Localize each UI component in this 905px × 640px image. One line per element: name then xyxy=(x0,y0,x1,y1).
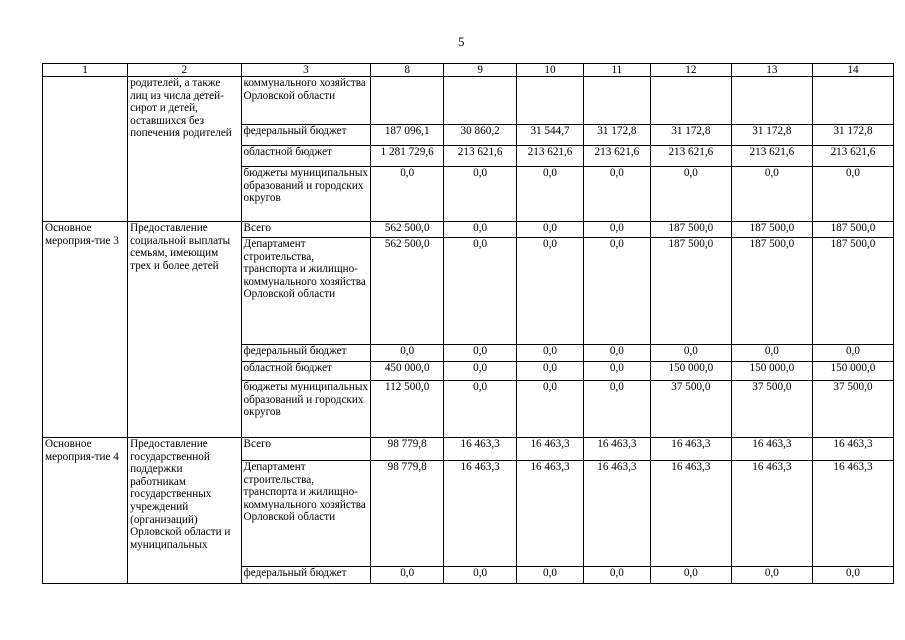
value-cell xyxy=(517,77,584,125)
funding-source-cell: федеральный бюджет xyxy=(241,567,371,584)
header-row xyxy=(43,64,894,77)
value-cell: 31 544,7 xyxy=(517,125,584,146)
value-cell: 16 463,3 xyxy=(517,438,584,461)
value-cell: 0,0 xyxy=(812,167,893,222)
column-header: 2 xyxy=(128,64,241,77)
page-number: 5 xyxy=(458,34,465,49)
value-cell: 16 463,3 xyxy=(731,438,812,461)
value-cell: 0,0 xyxy=(371,345,444,362)
funding-source-cell: коммунального хозяйства Орловской области xyxy=(241,77,371,125)
value-cell: 0,0 xyxy=(731,167,812,222)
value-cell xyxy=(650,77,731,125)
value-cell: 187 500,0 xyxy=(731,238,812,345)
value-cell: 150 000,0 xyxy=(731,362,812,381)
description-cell: Предоставление государственной поддержки работникам государственных учреждений (организаций) Орловской области и муниципальных xyxy=(128,438,241,584)
value-cell: 0,0 xyxy=(812,345,893,362)
value-cell xyxy=(812,77,893,125)
value-cell xyxy=(371,77,444,125)
funding-source-cell: федеральный бюджет xyxy=(241,125,371,146)
funding-source-cell: Всего xyxy=(241,438,371,461)
value-cell: 0,0 xyxy=(650,345,731,362)
event-cell: Основное мероприя-тие 3 xyxy=(43,222,128,438)
budget-table xyxy=(42,63,894,584)
value-cell: 0,0 xyxy=(731,345,812,362)
value-cell xyxy=(444,77,517,125)
value-cell: 187 500,0 xyxy=(650,238,731,345)
value-cell: 0,0 xyxy=(812,567,893,584)
value-cell: 1 281 729,6 xyxy=(371,146,444,167)
value-cell: 562 500,0 xyxy=(371,222,444,238)
column-header: 13 xyxy=(731,64,812,77)
value-cell: 0,0 xyxy=(517,345,584,362)
value-cell: 0,0 xyxy=(583,381,650,438)
value-cell: 0,0 xyxy=(583,222,650,238)
value-cell: 16 463,3 xyxy=(650,438,731,461)
value-cell: 213 621,6 xyxy=(731,146,812,167)
value-cell: 213 621,6 xyxy=(812,146,893,167)
value-cell: 187 096,1 xyxy=(371,125,444,146)
value-cell: 31 172,8 xyxy=(812,125,893,146)
value-cell: 0,0 xyxy=(517,567,584,584)
value-cell: 0,0 xyxy=(583,167,650,222)
value-cell xyxy=(731,77,812,125)
column-header: 11 xyxy=(583,64,650,77)
column-header: 1 xyxy=(43,64,128,77)
value-cell: 187 500,0 xyxy=(650,222,731,238)
value-cell: 0,0 xyxy=(371,167,444,222)
value-cell: 16 463,3 xyxy=(583,438,650,461)
value-cell: 213 621,6 xyxy=(517,146,584,167)
value-cell: 31 172,8 xyxy=(650,125,731,146)
funding-source-cell: областной бюджет xyxy=(241,362,371,381)
value-cell: 0,0 xyxy=(583,345,650,362)
value-cell: 98 779,8 xyxy=(371,461,444,567)
value-cell: 0,0 xyxy=(731,567,812,584)
value-cell xyxy=(583,77,650,125)
value-cell: 213 621,6 xyxy=(444,146,517,167)
value-cell: 0,0 xyxy=(583,238,650,345)
column-header: 9 xyxy=(444,64,517,77)
value-cell: 0,0 xyxy=(444,238,517,345)
value-cell: 0,0 xyxy=(517,381,584,438)
column-header: 14 xyxy=(812,64,893,77)
value-cell: 16 463,3 xyxy=(812,438,893,461)
value-cell: 450 000,0 xyxy=(371,362,444,381)
table-row xyxy=(43,222,894,238)
value-cell: 112 500,0 xyxy=(371,381,444,438)
column-header: 8 xyxy=(371,64,444,77)
description-cell: Предоставление социальной выплаты семьям, имеющим трех и более детей xyxy=(128,222,241,438)
value-cell: 16 463,3 xyxy=(583,461,650,567)
value-cell: 0,0 xyxy=(583,362,650,381)
column-header: 10 xyxy=(517,64,584,77)
value-cell: 37 500,0 xyxy=(650,381,731,438)
column-header: 3 xyxy=(241,64,371,77)
description-cell: родителей, а также лиц из числа детей-сирот и детей, оставшихся без попечения родителей xyxy=(128,77,241,222)
value-cell: 31 172,8 xyxy=(731,125,812,146)
value-cell: 213 621,6 xyxy=(583,146,650,167)
funding-source-cell: Департамент строительства, транспорта и жилищно-коммунального хозяйства Орловской области xyxy=(241,238,371,345)
value-cell: 37 500,0 xyxy=(731,381,812,438)
table-body xyxy=(43,77,894,584)
value-cell: 0,0 xyxy=(517,362,584,381)
value-cell: 0,0 xyxy=(650,567,731,584)
value-cell: 0,0 xyxy=(444,381,517,438)
value-cell: 0,0 xyxy=(444,167,517,222)
value-cell: 0,0 xyxy=(517,222,584,238)
value-cell: 16 463,3 xyxy=(731,461,812,567)
value-cell: 0,0 xyxy=(371,567,444,584)
value-cell: 0,0 xyxy=(517,167,584,222)
value-cell: 16 463,3 xyxy=(650,461,731,567)
value-cell: 150 000,0 xyxy=(812,362,893,381)
value-cell: 0,0 xyxy=(444,222,517,238)
table-row xyxy=(43,438,894,461)
value-cell: 31 172,8 xyxy=(583,125,650,146)
value-cell: 187 500,0 xyxy=(731,222,812,238)
value-cell: 37 500,0 xyxy=(812,381,893,438)
value-cell: 16 463,3 xyxy=(812,461,893,567)
value-cell: 0,0 xyxy=(444,362,517,381)
value-cell: 562 500,0 xyxy=(371,238,444,345)
column-header: 12 xyxy=(650,64,731,77)
funding-source-cell: бюджеты муниципальных образований и городских округов xyxy=(241,381,371,438)
value-cell: 16 463,3 xyxy=(444,438,517,461)
value-cell: 150 000,0 xyxy=(650,362,731,381)
value-cell: 0,0 xyxy=(650,167,731,222)
value-cell: 98 779,8 xyxy=(371,438,444,461)
event-cell xyxy=(43,77,128,222)
table-row xyxy=(43,77,894,125)
value-cell: 0,0 xyxy=(517,238,584,345)
value-cell: 0,0 xyxy=(444,567,517,584)
value-cell: 0,0 xyxy=(583,567,650,584)
funding-source-cell: Департамент строительства, транспорта и жилищно-коммунального хозяйства Орловской области xyxy=(241,461,371,567)
value-cell: 16 463,3 xyxy=(444,461,517,567)
value-cell: 213 621,6 xyxy=(650,146,731,167)
value-cell: 187 500,0 xyxy=(812,238,893,345)
value-cell: 0,0 xyxy=(444,345,517,362)
funding-source-cell: областной бюджет xyxy=(241,146,371,167)
funding-source-cell: федеральный бюджет xyxy=(241,345,371,362)
value-cell: 30 860,2 xyxy=(444,125,517,146)
funding-source-cell: Всего xyxy=(241,222,371,238)
value-cell: 16 463,3 xyxy=(517,461,584,567)
value-cell: 187 500,0 xyxy=(812,222,893,238)
event-cell: Основное мероприя-тие 4 xyxy=(43,438,128,584)
funding-source-cell: бюджеты муниципальных образований и городских округов xyxy=(241,167,371,222)
